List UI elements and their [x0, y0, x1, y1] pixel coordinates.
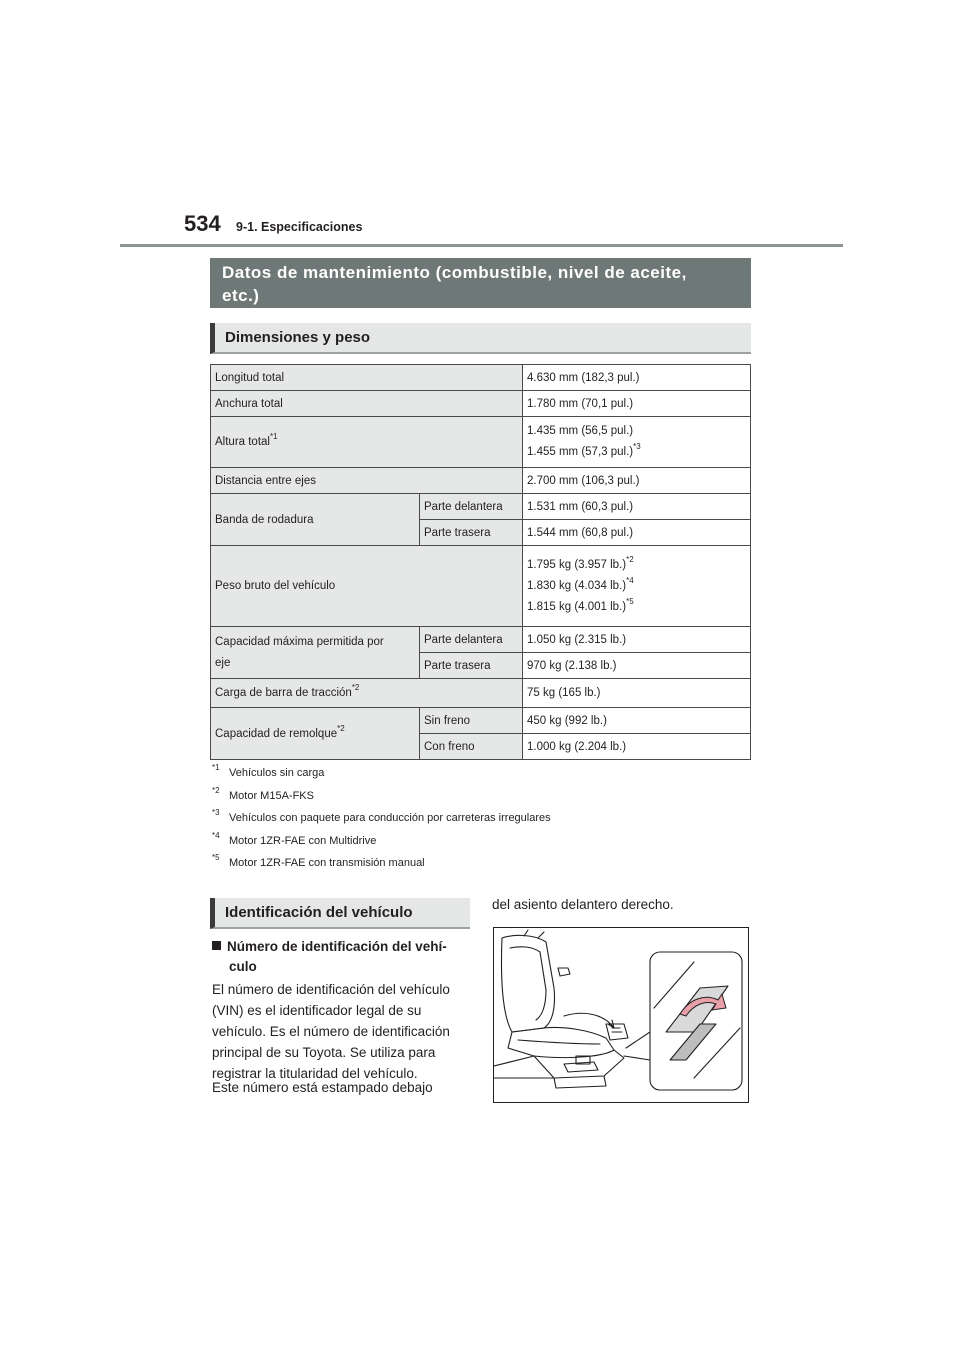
- footnote: $^{*5}$ Motor 1ZR-FAE con transmisión manual: [212, 853, 425, 869]
- row-value: 1.531 mm (60,3 pul.): [523, 494, 751, 520]
- value-text: 1.815 kg (4.001 lb.): [527, 600, 627, 613]
- value-line: 1.435 mm (56,5 pul.): [527, 425, 634, 437]
- footnote-mark: *1: [269, 432, 278, 441]
- label-line: eje: [215, 656, 231, 669]
- header-rule: [120, 244, 843, 247]
- row-value: 1.780 mm (70,1 pul.): [523, 391, 751, 417]
- footnote-mark: *3: [633, 442, 641, 451]
- dimensions-heading: [210, 323, 751, 354]
- value-line: [527, 442, 746, 463]
- identification-heading: [210, 898, 470, 929]
- row-value: 75 kg (165 lb.): [523, 679, 751, 708]
- row-value: 450 kg (992 lb.): [523, 708, 751, 734]
- label-line: Capacidad máxima permitida por: [215, 635, 384, 648]
- row-value: [523, 546, 751, 627]
- section-title: 9-1. Especificaciones: [236, 220, 363, 234]
- table-row-towing-unbraked: [211, 708, 751, 734]
- banner-title-line1: Datos de mantenimiento (combustible, nivel de aceite,: [222, 263, 687, 282]
- row-label: [211, 627, 420, 679]
- table-row-length: [211, 365, 751, 391]
- vin-location-continuation: del asiento delantero derecho.: [492, 897, 674, 912]
- row-label: Peso bruto del vehículo: [211, 546, 523, 627]
- seat-illustration: [494, 928, 748, 1102]
- sub-label: Con freno: [420, 734, 523, 760]
- row-label: Banda de rodadura: [211, 494, 420, 546]
- row-label: Anchura total: [211, 391, 523, 417]
- square-bullet-icon: [212, 941, 221, 950]
- identification-heading-text: Identificación del vehículo: [225, 904, 413, 921]
- row-label: Distancia entre ejes: [211, 468, 523, 494]
- footnote-text: Motor 1ZR-FAE con Multidrive: [229, 835, 377, 847]
- value-line: [527, 576, 746, 597]
- sub-label: Sin freno: [420, 708, 523, 734]
- table-row-gross-weight: [211, 546, 751, 627]
- footnote-text: Vehículos sin carga: [229, 767, 325, 779]
- value-line: [527, 597, 746, 618]
- row-value: 1.544 mm (60,8 pul.): [523, 520, 751, 546]
- table-row-wheelbase: [211, 468, 751, 494]
- footnote-mark: *2: [351, 683, 360, 692]
- row-value: 1.050 kg (2.315 lb.): [523, 627, 751, 653]
- row-label: [211, 417, 523, 468]
- paragraph-line: (VIN) es el identificador legal de su: [212, 1003, 422, 1018]
- subheading-line: culo: [229, 959, 257, 974]
- table-row-height: [211, 417, 751, 468]
- vin-location-paragraph: Este número está estampado debajo: [212, 1080, 433, 1095]
- footnote: $^{*4}$ Motor 1ZR-FAE con Multidrive: [212, 831, 377, 847]
- label-text: Capacidad de remolque: [215, 727, 338, 740]
- table-row-tread-front: [211, 494, 751, 520]
- paragraph-line: registrar la titularidad del vehículo.: [212, 1066, 418, 1081]
- footnote-text: Motor M15A-FKS: [229, 790, 314, 802]
- row-label: [211, 708, 420, 760]
- paragraph-line: vehículo. Es el número de identificación: [212, 1024, 450, 1039]
- vin-subheading: [212, 937, 470, 977]
- table-row-width: [211, 391, 751, 417]
- paragraph-line: principal de su Toyota. Se utiliza para: [212, 1045, 436, 1060]
- row-value: 1.000 kg (2.204 lb.): [523, 734, 751, 760]
- sub-label: Parte delantera: [420, 627, 523, 653]
- row-label: [211, 679, 523, 708]
- dimensions-heading-text: Dimensiones y peso: [225, 329, 371, 346]
- footnote-mark: *2: [337, 723, 345, 733]
- value-text: 1.795 kg (3.957 lb.): [527, 558, 627, 571]
- label-text: Altura total: [215, 436, 270, 448]
- footnote-mark: *4: [626, 575, 634, 585]
- row-value: 970 kg (2.138 lb.): [523, 653, 751, 679]
- value-text: 1.830 kg (4.034 lb.): [527, 579, 627, 592]
- label-text: Carga de barra de tracción: [215, 687, 352, 699]
- sub-label: Parte trasera: [420, 653, 523, 679]
- row-value: [523, 417, 751, 468]
- page-number: 534: [184, 211, 221, 236]
- section-banner: [210, 258, 751, 308]
- footnote: $^{*2}$ Motor M15A-FKS: [212, 786, 314, 802]
- value-line: [527, 555, 746, 576]
- value-text: 1.455 mm (57,3 pul.): [527, 446, 634, 458]
- footnote-text: Vehículos con paquete para conducción por carreteras irregulares: [229, 812, 551, 824]
- footnote-mark: *2: [626, 554, 634, 564]
- row-value: 4.630 mm (182,3 pul.): [523, 365, 751, 391]
- paragraph-line: El número de identificación del vehículo: [212, 982, 450, 997]
- sub-label: Parte delantera: [420, 494, 523, 520]
- row-value: 2.700 mm (106,3 pul.): [523, 468, 751, 494]
- table-row-axle-front: [211, 627, 751, 653]
- footnote-text: Motor 1ZR-FAE con transmisión manual: [229, 857, 425, 869]
- subheading-line: [212, 937, 470, 957]
- sub-label: Parte trasera: [420, 520, 523, 546]
- footnote: $^{*1}$ Vehículos sin carga: [212, 763, 325, 779]
- footnote: $^{*3}$ Vehículos con paquete para conducción por carreteras irregulares: [212, 808, 551, 824]
- subheading-text: Número de identificación del vehí-: [227, 939, 447, 954]
- vin-paragraph: [212, 979, 474, 1084]
- vin-location-illustration: [493, 927, 749, 1103]
- table-row-tow-bar: [211, 679, 751, 708]
- specifications-table: [210, 364, 751, 760]
- row-label: Longitud total: [211, 365, 523, 391]
- footnote-mark: *5: [626, 596, 634, 606]
- banner-title-line2: etc.): [222, 286, 260, 305]
